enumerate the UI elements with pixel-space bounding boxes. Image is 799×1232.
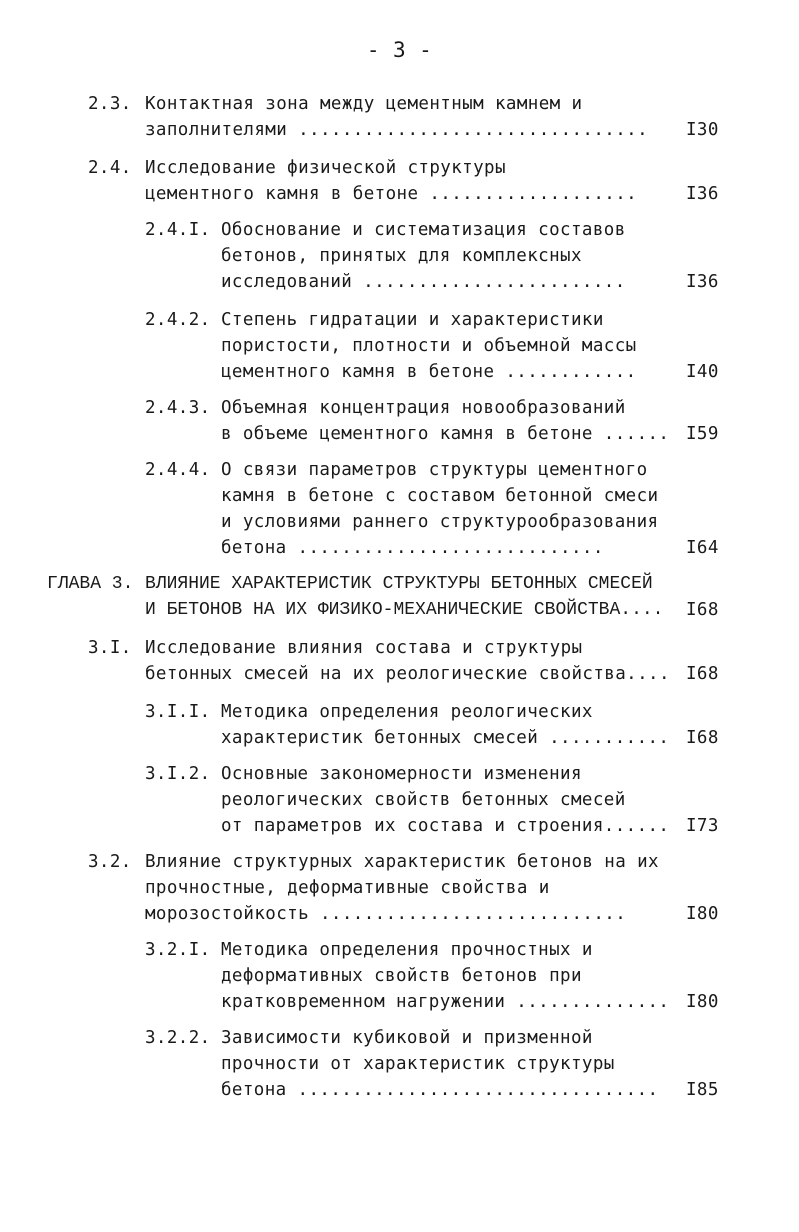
entry-title-line: бетонов, принятых для комплексных [221,246,582,266]
entry-page: I68 [686,664,719,684]
entry-title-line: и условиями раннего структурообразования [221,512,659,532]
entry-title-line: Исследование влияния состава и структуры [145,638,583,658]
entry-page: I85 [686,1080,719,1100]
chapter-title-line: ВЛИЯНИЕ ХАРАКТЕРИСТИК СТРУКТУРЫ БЕТОННЫХ СМЕСЕЙ [145,574,653,594]
entry-title-line: Исследование физической структуры [145,158,506,178]
entry-page: I36 [686,272,719,292]
entry-number: 2.4.4. [145,460,211,480]
entry-number: 2.4. [88,158,132,178]
entry-title-line: бетона ................................. [221,1080,659,1100]
entry-title-line: Влияние структурных характеристик бетонов на их [145,852,659,872]
page-number: - 3 - [366,38,433,62]
entry-title-line: прочности от характеристик структуры [221,1054,615,1074]
chapter-title-line: И БЕТОНОВ НА ИХ ФИЗИКО-МЕХАНИЧЕСКИЕ СВОЙСТВА.... [145,600,664,620]
entry-title-line: деформативных свойств бетонов при [221,966,582,986]
entry-page: I68 [686,600,719,620]
entry-page: I80 [686,992,719,1012]
entry-page: I64 [686,538,719,558]
entry-page: I40 [686,362,719,382]
entry-number: 3.I. [88,638,132,658]
entry-page: I59 [686,424,719,444]
entry-page: I36 [686,184,719,204]
entry-number: 2.4.2. [145,310,211,330]
entry-title-line: характеристик бетонных смесей ........... [221,728,670,748]
entry-page: I68 [686,728,719,748]
entry-number: 3.2.I. [145,940,211,960]
entry-title-line: камня в бетоне с составом бетонной смеси [221,486,659,506]
entry-number: 2.3. [88,94,132,114]
entry-title-line: Контактная зона между цементным камнем и [145,94,583,114]
entry-page: I30 [686,120,719,140]
entry-number: 3.2.2. [145,1028,211,1048]
entry-title-line: прочностные, деформативные свойства и [145,878,550,898]
entry-title-line: в объеме цементного камня в бетоне ...... [221,424,670,444]
entry-number: 3.I.2. [145,764,211,784]
entry-title-line: заполнителями ................................ [145,120,649,140]
entry-number: 3.I.I. [145,702,211,722]
entry-title-line: исследований ........................ [221,272,626,292]
entry-title-line: Методика определения реологических [221,702,593,722]
entry-title-line: цементного камня в бетоне ................... [145,184,638,204]
entry-page: I80 [686,904,719,924]
entry-title-line: Методика определения прочностных и [221,940,593,960]
entry-title-line: Зависимости кубиковой и призменной [221,1028,593,1048]
entry-title-line: реологических свойств бетонных смесей [221,790,626,810]
entry-title-line: Обоснование и систематизация составов [221,220,626,240]
entry-title-line: Степень гидратации и характеристики [221,310,604,330]
entry-title-line: бетона ............................ [221,538,604,558]
entry-title-line: от параметров их состава и строения...... [221,816,670,836]
entry-title-line: Основные закономерности изменения [221,764,582,784]
entry-title-line: кратковременном нагружении .............. [221,992,670,1012]
entry-title-line: морозостойкость ............................ [145,904,627,924]
chapter-number: ГЛАВА 3. [47,574,134,594]
entry-number: 2.4.3. [145,398,211,418]
entry-number: 2.4.I. [145,220,211,240]
entry-number: 3.2. [88,852,132,872]
entry-title-line: пористости, плотности и объемной массы [221,336,637,356]
entry-title-line: О связи параметров структуры цементного [221,460,648,480]
entry-page: I73 [686,816,719,836]
entry-title-line: Объемная концентрация новообразований [221,398,626,418]
entry-title-line: бетонных смесей на их реологические свойства.... [145,664,670,684]
entry-title-line: цементного камня в бетоне ............ [221,362,637,382]
